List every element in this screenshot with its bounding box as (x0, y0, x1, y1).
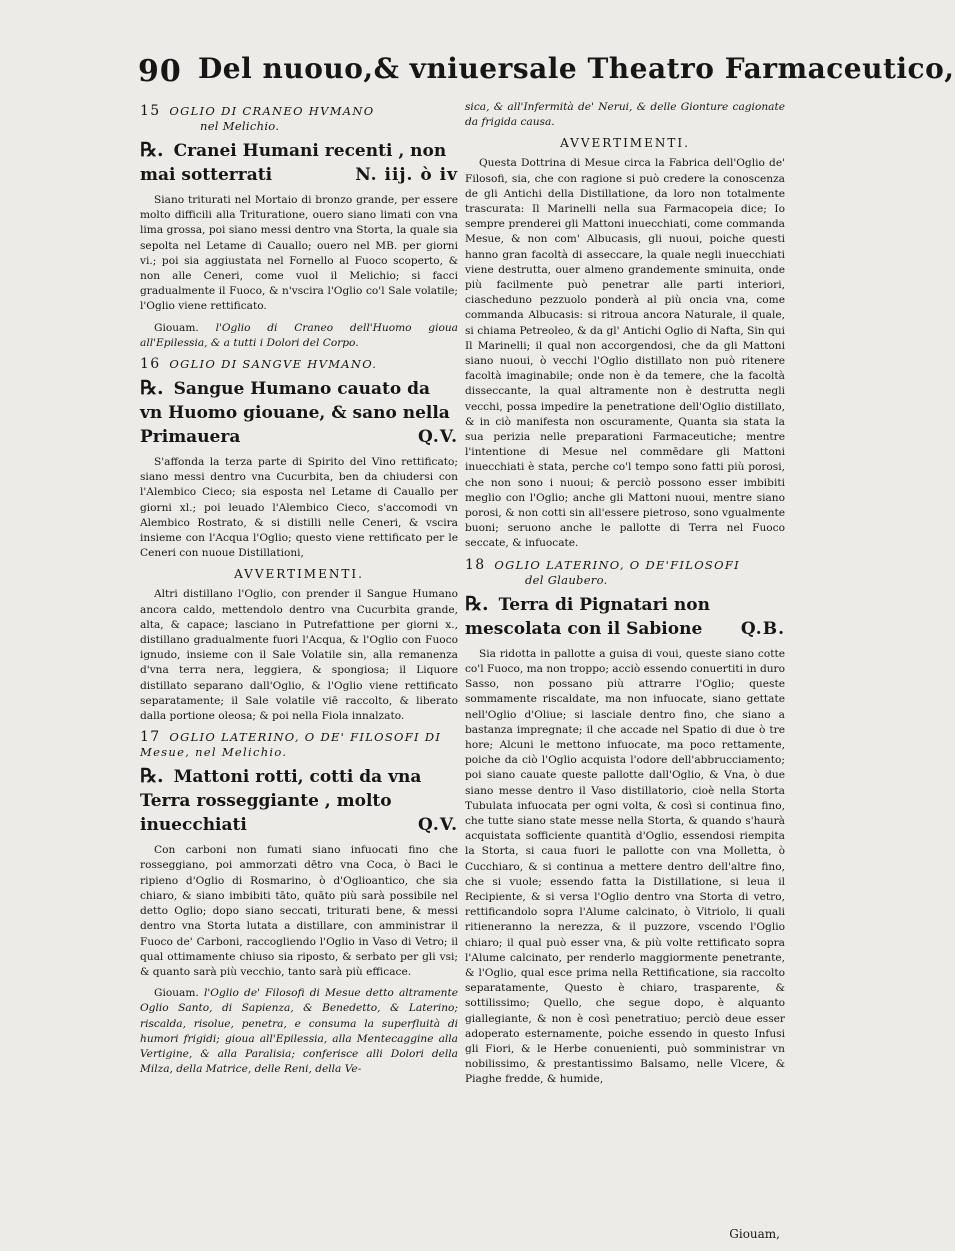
entry-17-recipe (140, 764, 458, 837)
entry-15-text: Siano triturati nel Mortaio di bronzo grande, per essere molto difficili alla Trituratione, ouero siano limati con vna lima grossa, poi siano messi dentro vna Storta, la quale sia sepolta nel Letame di Cauallo; ouero nel MB. per giorni vi.; poi sia aggiustata nel Fornello al Fuoco scoperto, & non alle Ceneri, come vuol il Melichio; si facci gradualmente il Fuoco, & n'vscira l'Oglio co'l Sale volatile; l'Oglio viene rettificato. (140, 194, 458, 313)
entry-title: OGLIO DI SANGVE HVMANO. (169, 357, 378, 372)
entry-source: del Glaubero. (525, 572, 608, 587)
entry-15-recipe (140, 138, 458, 187)
entry-16-recipe (140, 376, 458, 449)
recipe-dose: N. iij. ò iv (355, 165, 458, 185)
recipe-sign-icon: ℞. (140, 377, 164, 400)
entry-16-text: S'affonda la terza parte di Spirito del Vino rettificato; siano messi dentro vna Cucurbita, ben da chiudersi con l'Alembico Cieco; sia esposta nel Letame di Cauallo per giorni xl.; poi leuado l'Alembico Cieco, s'accomodi vn Alembico Rostrato, & si distilli nelle Ceneri, & vscira insieme con l'Acqua l'Oglio; questo viene rettificato per le Ceneri con nuoue Distillationi, (140, 456, 458, 560)
recipe-ingredient: Terra di Pignatari non mescolata con il Sabione (465, 594, 710, 639)
entry-title: OGLIO LATERINO, O DE'FILOSOFI (494, 557, 740, 572)
recipe-dose: Q.V. (417, 427, 458, 448)
recipe-ingredient: Cranei Humani recenti , non mai sotterrati (140, 141, 447, 185)
entry-17-notes: Questa Dottrina di Mesue circa la Fabrica dell'Oglio de' Filosofi, sia, che con ragione si può credere la conoscenza de gli Antichi della Distillatione, da loro non totalmente trascurata: Il Marinelli nella sua Farmacopeia dice; Io sempre prenderei gli Mattoni inuecchiati, come commanda Mesue, & non com' Albucasis, gli nuoui, poiche questi hanno gran facoltà di asseccare, la quale negli inuecchiati viene destrutta, ouer almeno grandemente sminuita, onde più facilmente può penetrar alle parti interiori, ciascheduno pezzuolo ponderà al più oncia vna, come commanda Albucasis: si ritroua ancora Naturale, il quale, si chiama Petreoleo, & da gl' Antichi Oglio di Nafta, Sin qui Il Marinelli; il qual non accorgendosi, che da gli Mattoni siano nuoui, ò vecchi l'Oglio distillato non può ritenere facoltà imaginabile; onde non è da temere, che la facoltà disseccante, la qual altramente non è destrutta negli vecchi, possa impedire la penetratione dell'Oglio distillato, & in ciò manifesta non oscuramente, Quanta sia stata la sua perizia nelle preparationi Farmaceutiche; mentre l'intentione di Mesue nel commēdare gli Mattoni inuecchiati è stata, perche co'l tempo sono fatti più porosi, che non sono i nuoui; & perciò possono esser imbibiti meglio con l'Oglio; anche gli Mattoni nuoui, mentre siano porosi, & non cotti sin all'essere pietroso, sono vgualmente buoni; seruono anche le pallotte di Terra nel Fuoco seccate, & infuocate. (465, 157, 785, 550)
entry-18-heading (465, 558, 785, 588)
recipe-dose: Q.B. (740, 618, 785, 639)
entry-18-recipe (465, 592, 785, 641)
entry-number: 17 (140, 729, 161, 746)
left-column (140, 100, 458, 1185)
entry-source: nel Melichio. (200, 119, 280, 133)
entry-title: OGLIO DI CRANEO HVMANO (169, 104, 375, 118)
entry-number: 16 (140, 356, 161, 373)
page-header (118, 48, 955, 98)
right-column (465, 100, 785, 1190)
recipe-dose: Q.V. (417, 815, 458, 836)
recipe-sign-icon: ℞. (140, 765, 164, 788)
entry-17-virtues-continued: sica, & all'Infermità de' Nerui, & delle Gionture cagionate da frigida causa. (465, 101, 785, 129)
entry-15-virtues (140, 321, 458, 351)
entry-title: OGLIO LATERINO, O DE' FILOSOFI DI Mesue, nel Melichio. (140, 730, 442, 760)
section-heading-avvertimenti: AVVERTIMENTI. (234, 567, 364, 582)
entry-16-notes: Altri distillano l'Oglio, con prender il Sangue Humano ancora caldo, mettendolo dentro vna Cucurbita grande, alta, & capace; lasciano in Putrefattione per giorni x., distillano gradualmente fuori l'Acqua, & l'Oglio con Fuoco ignudo, insieme con il Sale Volatile sin, alla remanenza d'vna terra nera, leggiera, & spongiosa; il Liquore distillato separano dall'Oglio, & l'Oglio viene rettificato separatamente; il Sale volatile viē raccolto, & liberato dalla portione oleosa; & poi nella Fiola innalzato. (140, 588, 458, 723)
virtues-label: Giouam. (154, 987, 199, 1000)
entry-17-text: Con carboni non fumati siano infuocati fino che rosseggiano, poi ammorzati dētro vna Coca, ò Baci le ripieno d'Oglio di Rosmarino, ò d'Oglioantico, che sia chiaro, & siano imbibiti tāto, quāto più sarà possibile nel detto Oglio; dopo siano seccati, triturati bene, & messi dentro vna Storta lutata a distillare, con amministrar il Fuoco de' Carboni, raccogliendo l'Oglio in Vaso di Vetro; il qual ottimamente chiuso sia riposto, & serbato per gli vsi; & quanto sarà più vecchio, tanto sarà più efficace. (140, 844, 458, 978)
recipe-ingredient: Sangue Humano cauato da vn Huomo giouane, & sano nella Primauera (140, 379, 450, 448)
entry-number: 15 (140, 103, 161, 119)
section-heading-avvertimenti: AVVERTIMENTI. (560, 136, 690, 151)
page-number: 90 (138, 54, 182, 89)
entry-17-virtues (140, 986, 458, 1077)
entry-number: 18 (465, 556, 486, 573)
catchword: Giouam, (729, 1227, 780, 1241)
entry-17-heading (140, 730, 458, 760)
recipe-ingredient: Mattoni rotti, cotti da vna Terra rosseggiante , molto inuecchiati (140, 767, 422, 836)
running-title: Del nuouo,& vniuersale Theatro Farmaceutico, (198, 52, 955, 85)
recipe-sign-icon: ℞. (140, 139, 164, 161)
entry-15-heading (140, 104, 458, 134)
entry-16-heading (140, 357, 458, 372)
virtues-label: Giouam. (154, 321, 199, 334)
entry-18-text: Sia ridotta in pallotte a guisa di voui, queste siano cotte co'l Fuoco, ma non troppo; acciò essendo conuertiti in duro Sasso, non possano più attrarre l'Oglio; queste sommamente riscaldate, ma non infuocate, siano gettate nell'Oglio d'Oliue; si lasciale dentro fino, che siano a bastanza impregnate; il che accade nel Spatio di due ò tre hore; Alcuni le mettono infuocate, ma poco rettamente, poiche da ciò l'Oglio acquista l'odore dell'abbrucciamento; poi siano cauate queste pallotte dall'Oglio, & Vna, ò due siano messe dentro il Vaso distillatorio, cioè nella Storta Tubulata infuocata per ogni volta, & così si continua fino, che tutte siano state messe nella Storta, & quando s'haurà acquistata sofficiente quantità d'Oglio, essendosi riempita la Storta, si caua fuori le pallotte con vna Molletta, ò Cucchiaro, & si continua a mettere dentro dell'altre fino, che si vuole; essendo fatta la Distillatione, si leua il Recipiente, & si versa l'Oglio dentro vna Storta di vetro, rettificandolo sopra l'Alume calcinato, ò Vitriolo, li quali ritieneranno la nerezza, & il puzzore, vscendo l'Oglio chiaro; il qual può esser vna, & più volte rettificato sopra l'Alume calcinato, per renderlo maggiormente penetrante, & l'Oglio, qual esce prima nella Rettificatione, sia raccolto separatamente, Questo è chiaro, trasparente, & sottilissimo; Quello, che segue dopo, è alquanto giallegiante, & non è così penetratiuo; perciò deue esser adoperato esternamente, poiche essendo in questo Infusi gli Fiori, & le Herbe conuenienti, può somministrar vn nobilissimo, & prestantissimo Balsamo, nelle Vlcere, & Piaghe fredde, & humide, (465, 647, 785, 1086)
virtues-text: l'Oglio di Craneo dell'Huomo gioua all'Epilessia, & a tutti i Dolori del Corpo. (140, 321, 458, 349)
recipe-sign-icon: ℞. (465, 592, 489, 615)
virtues-text: l'Oglio de' Filosofi di Mesue detto altramente Oglio Santo, di Sapienza, & Benedetto, & Laterino; riscalda, risolue, penetra, e consuma la superfluità di humori frigidi; gioua all'Epilessia, alla Mentecaggine alla Vertigine, & alla Paralisia; conferisce alli Dolori della Milza, della Matrice, delle Reni, della Ve- (140, 987, 458, 1076)
